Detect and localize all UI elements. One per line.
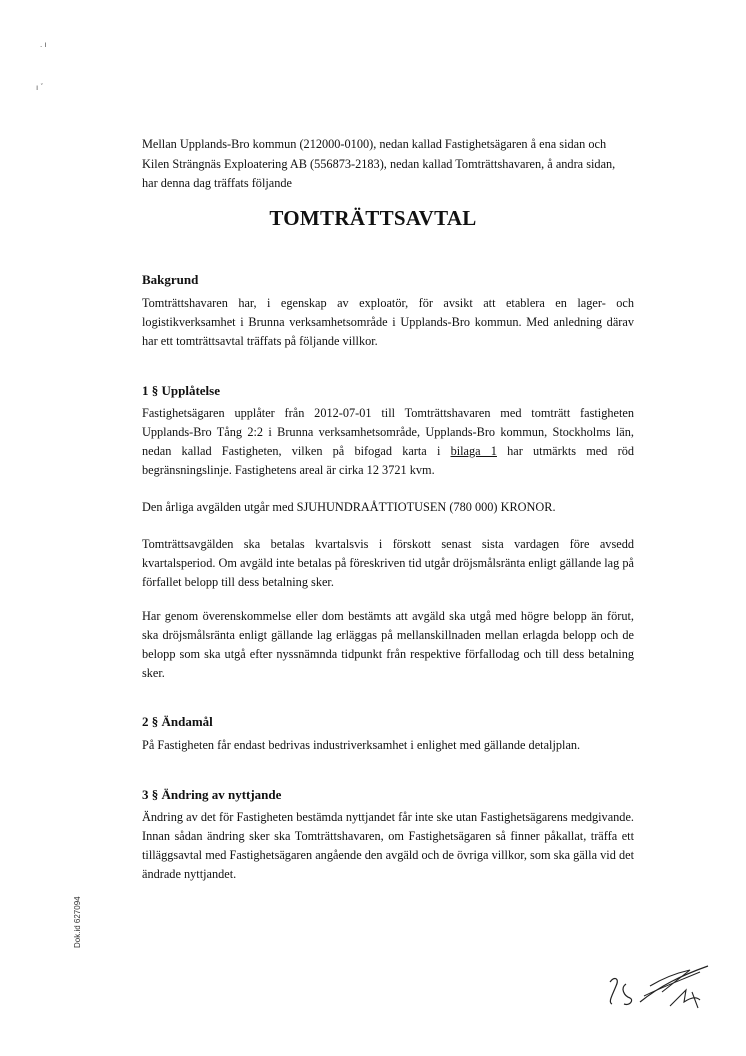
paragraph-upplatelse xyxy=(142,404,634,480)
heading-bakgrund: Bakgrund xyxy=(142,272,199,287)
paragraph-andamal: På Fastigheten får endast bedrivas industriverksamhet i enlighet med gällande detaljplan. xyxy=(142,738,581,752)
intro-paragraph xyxy=(142,135,642,194)
paragraph-andring: Ändring av det för Fastigheten bestämda nyttjandet får inte ske utan Fastighetsägarens medgivande. Innan sådan ändring sker ska Tomträttshavaren, om Fastighetsägaren så finner påkallat, träffa ett tilläggsavtal med Fastighetsägaren angående den avgäld och de övriga villkor, som ska gälla vid det ändrade nyttjandet. xyxy=(142,810,634,881)
bilaga-reference: bilaga 1 xyxy=(450,444,497,458)
paragraph-avgald: Den årliga avgälden utgår med SJUHUNDRAÅTTIOTUSEN (780 000) KRONOR. xyxy=(142,500,556,514)
paragraph-text: har utmärkts med röd begränsningslinje. Fastighetens areal är cirka 12 3721 kvm. xyxy=(142,444,634,477)
paragraph-betalning: Tomträttsavgälden ska betalas kvartalsvis i förskott senast sista vardagen före avsedd kvartalsperiod. Om avgäld inte betalas på föreskriven tid utgår dröjsmålsränta enligt gällande lag på förfallet belopp till dess betalning sker. xyxy=(142,537,634,589)
document-title: TOMTRÄTTSAVTAL xyxy=(269,206,477,230)
intro-line: har denna dag träffats följande xyxy=(142,176,293,190)
scan-speck: . ı xyxy=(40,40,47,49)
heading-section-1: 1 § Upplåtelse xyxy=(142,383,220,398)
paragraph-text: Fastighetsägaren upplåter från 2012-07-01 till Tomträttshavaren med tomträtt fastigheten Upplands-Bro Tång 2:2 i Brunna verksamhetsområde, Upplands-Bro kommun, Stockholms län, nedan kallad Fastigheten, vilken på bifogad karta i xyxy=(142,406,634,458)
heading-section-2: 2 § Ändamål xyxy=(142,714,213,729)
intro-line: Kilen Strängnäs Exploatering AB (556873-2183), nedan kallad Tomträttshavaren, å andra sidan, xyxy=(142,156,616,171)
heading-section-3: 3 § Ändring av nyttjande xyxy=(142,787,282,802)
scan-speck: ı ﾞ xyxy=(36,83,45,92)
document-id-margin: Dok.id 627094 xyxy=(73,896,82,948)
intro-line: Mellan Upplands-Bro kommun (212000-0100), nedan kallad Fastighetsägaren å ena sidan och xyxy=(142,137,607,151)
signature-initials xyxy=(600,962,730,1022)
paragraph-bakgrund: Tomträttshavaren har, i egenskap av exploatör, för avsikt att etablera en lager- och logistikverksamhet i Brunna verksamhetsområde i Upplands-Bro kommun. Med anledning därav har ett tomträttsavtal träffats på följande villkor. xyxy=(142,296,634,348)
paragraph-drojsmalsranta: Har genom överenskommelse eller dom bestämts att avgäld ska utgå med högre belopp än förut, ska dröjsmålsränta enligt gällande lag erläggas på mellanskillnaden mellan erlagda belopp och de belopp som ska utgå efter nyssnämnda tidpunkt från respektive förfallodag och till dess betalning sker. xyxy=(142,609,634,680)
